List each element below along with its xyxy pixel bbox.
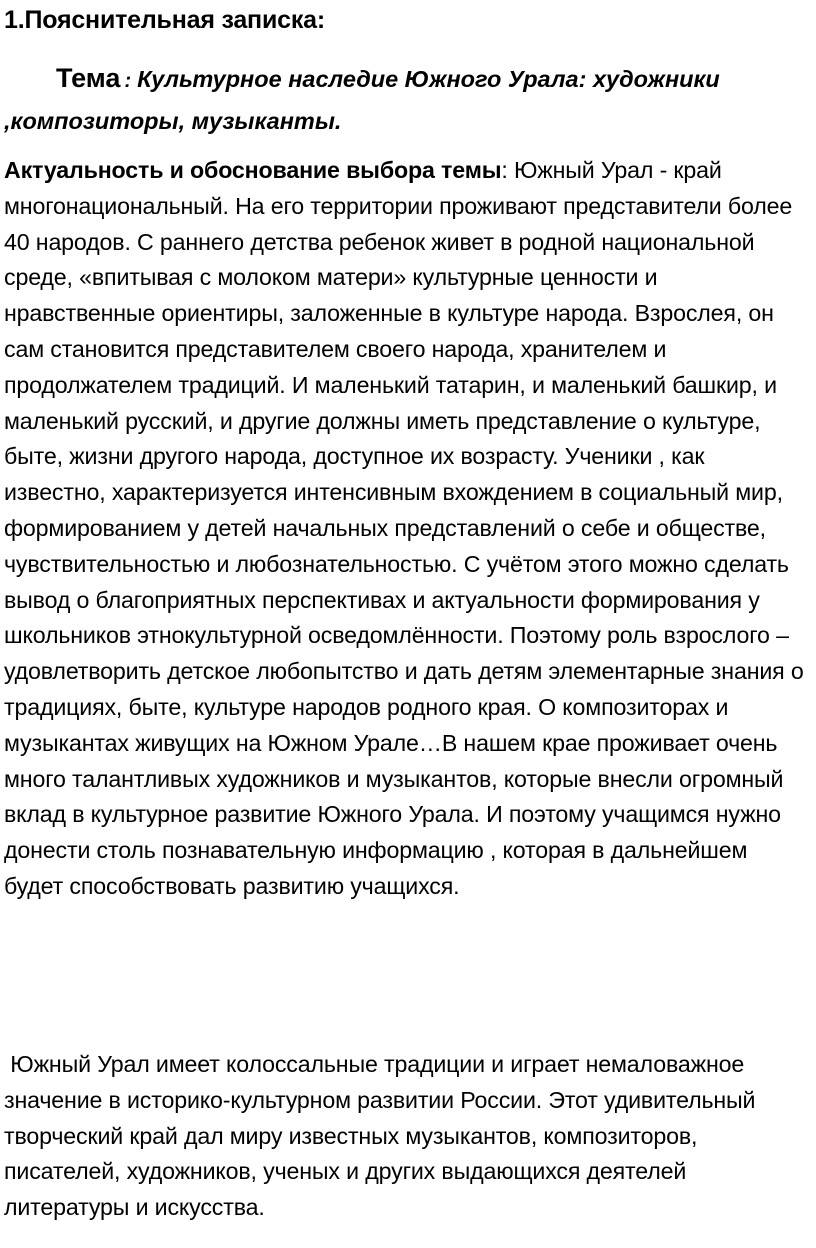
topic-line <box>4 58 804 141</box>
relevance-paragraph <box>4 153 812 905</box>
topic-title: Культурное наследие Южного Урала: художники ,композиторы, музыканты. <box>4 66 720 134</box>
relevance-text: : Южный Урал - край многонациональный. На его территории проживают представители более 40 народов. С раннего детства ребенок живет в родной национальной среде, «впитывая с молоком матери» культурные ценности и нравственные ориентиры, заложенные в культуре народа. Взрослея, он сам становится представителем своего народа, хранителем и продолжателем традиций. И маленький татарин, и маленький башкир, и маленький русский, и другие должны иметь представление о культуре, быте, жизни другого народа, доступное их возрасту. Ученики , как известно, характеризуется интенсивным вхождением в социальный мир, формированием у детей начальных представлений о себе и обществе, чувствительностью и любознательностью. С учётом этого можно сделать вывод о благоприятных перспективах и актуальности формирования у школьников этнокультурной осведомлённости. Поэтому роль взрослого – удовлетворить детское любопытство и дать детям элементарные знания о традициях, быте, культуре народов родного края. О композиторах и музыкантах живущих на Южном Урале…В нашем крае проживает очень много талантливых художников и музыкантов, которые внесли огромный вклад в культурное развитие Южного Урала. И поэтому учащимся нужно донести столь познавательную информацию , которая в дальнейшем будет способствовать развитию учащихся. <box>4 157 804 899</box>
south-urals-text: Южный Урал имеет колоссальные традиции и играет немаловажное значение в историко-культурном развитии России. Этот удивительный творческий край дал миру известных музыкантов, композиторов, писателей, художников, ученых и других выдающихся деятелей литературы и искусства. <box>4 1051 762 1221</box>
relevance-lead: Актуальность и обоснование выбора темы <box>4 157 502 183</box>
topic-colon: : <box>124 70 132 92</box>
section-heading: 1.Пояснительная записка: <box>4 6 325 34</box>
south-urals-paragraph <box>4 1047 812 1226</box>
topic-label: Тема <box>56 63 121 93</box>
